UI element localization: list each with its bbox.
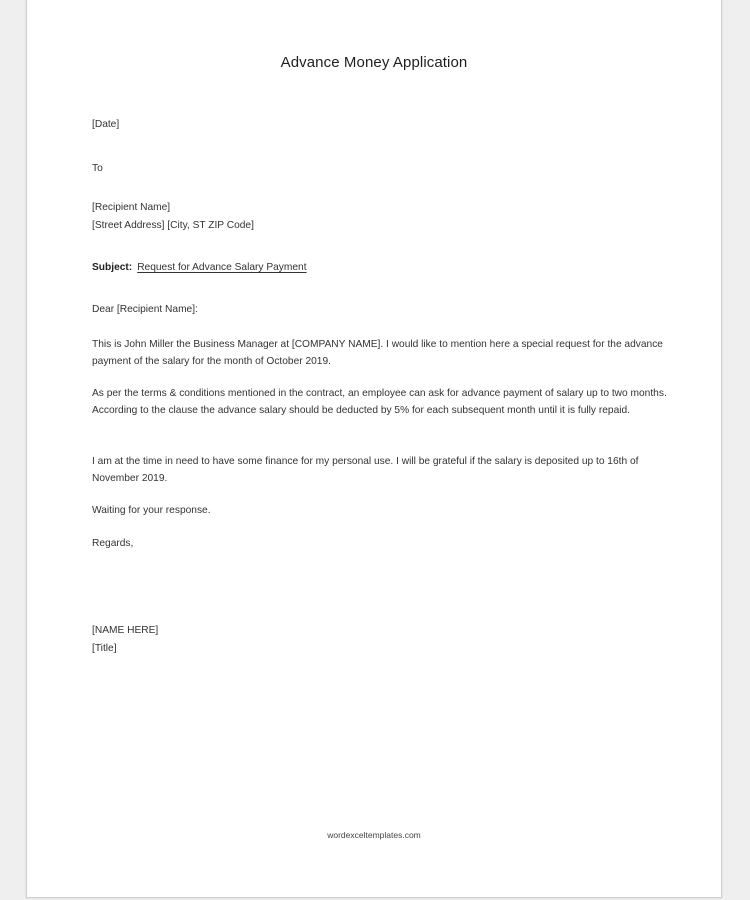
closing-line: Waiting for your response. — [92, 505, 211, 516]
subject-text: Request for Advance Salary Payment — [137, 262, 307, 273]
recipient-address: [Street Address] [City, ST ZIP Code] — [92, 220, 254, 231]
to-label: To — [92, 163, 103, 174]
document-page — [26, 0, 722, 898]
body-paragraph-3: I am at the time in need to have some finance for my personal use. I will be grateful if the salary is deposited up to 16th of November 2019. — [92, 456, 639, 484]
footer-website: wordexceltemplates.com — [327, 830, 421, 840]
subject-line — [92, 260, 307, 277]
salutation: Dear [Recipient Name]: — [92, 304, 198, 315]
subject-label: Subject: — [92, 262, 133, 273]
sender-name: [NAME HERE] — [92, 625, 159, 636]
recipient-name: [Recipient Name] — [92, 202, 171, 213]
body-paragraph-2: As per the terms & conditions mentioned in the contract, an employee can ask for advance payment of salary up to two months. According to the clause the advance salary should be deducted by 5% for each subsequent month until it is fully repaid. — [92, 388, 667, 416]
date-placeholder: [Date] — [92, 119, 120, 130]
sign-off: Regards, — [92, 538, 134, 549]
sender-title: [Title] — [92, 643, 117, 654]
body-paragraph-1: This is John Miller the Business Manager at [COMPANY NAME]. I would like to mention here a special request for the advance payment of the salary for the month of October 2019. — [92, 339, 663, 367]
document-title: Advance Money Application — [280, 54, 468, 71]
